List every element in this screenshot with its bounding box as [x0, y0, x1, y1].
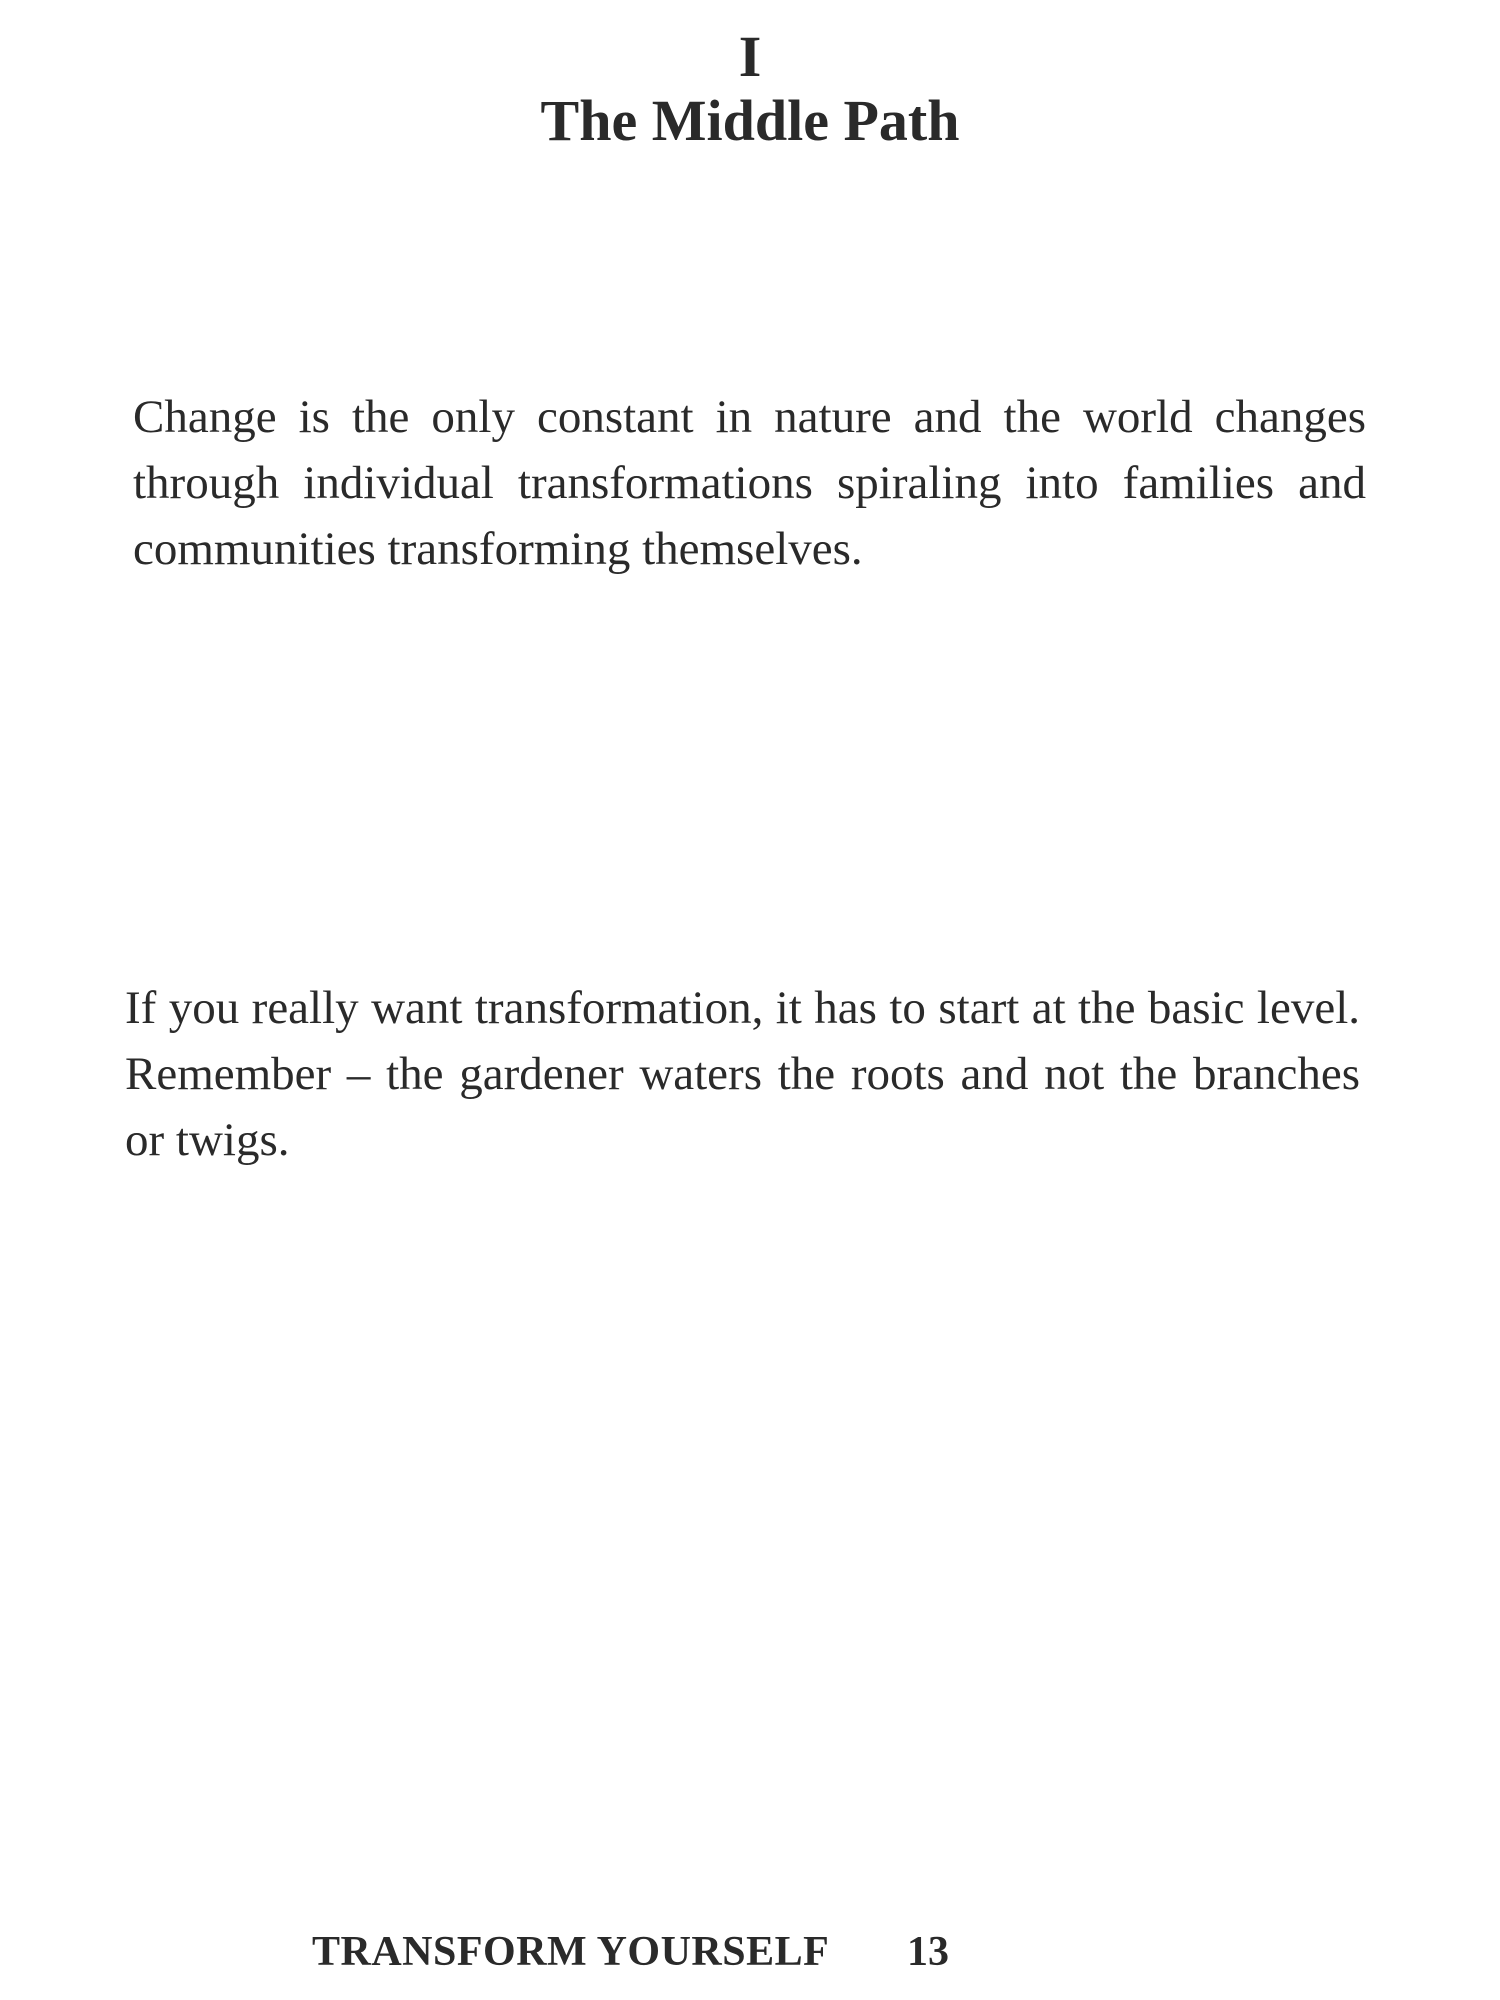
- paragraph-line: If you really want transformation, it has to start at the basic level.: [125, 982, 1360, 1034]
- body-paragraph-1: [133, 384, 1366, 582]
- paragraph-line: Remember – the gardener waters the roots and not the branches: [125, 1048, 1360, 1100]
- paragraph-line: through individual transformations spiraling into families and: [133, 457, 1366, 509]
- chapter-number: I: [738, 24, 762, 89]
- paragraph-line: Change is the only constant in nature and the world changes: [133, 391, 1366, 443]
- paragraph-line: communities transforming themselves.: [133, 523, 863, 575]
- chapter-title: The Middle Path: [540, 88, 960, 153]
- page-footer: [0, 1922, 1500, 1982]
- running-footer-title: TRANSFORM YOURSELF: [312, 1929, 830, 1975]
- page-number: 13: [907, 1929, 949, 1975]
- paragraph-line: or twigs.: [125, 1114, 290, 1166]
- body-paragraph-2: [125, 975, 1360, 1173]
